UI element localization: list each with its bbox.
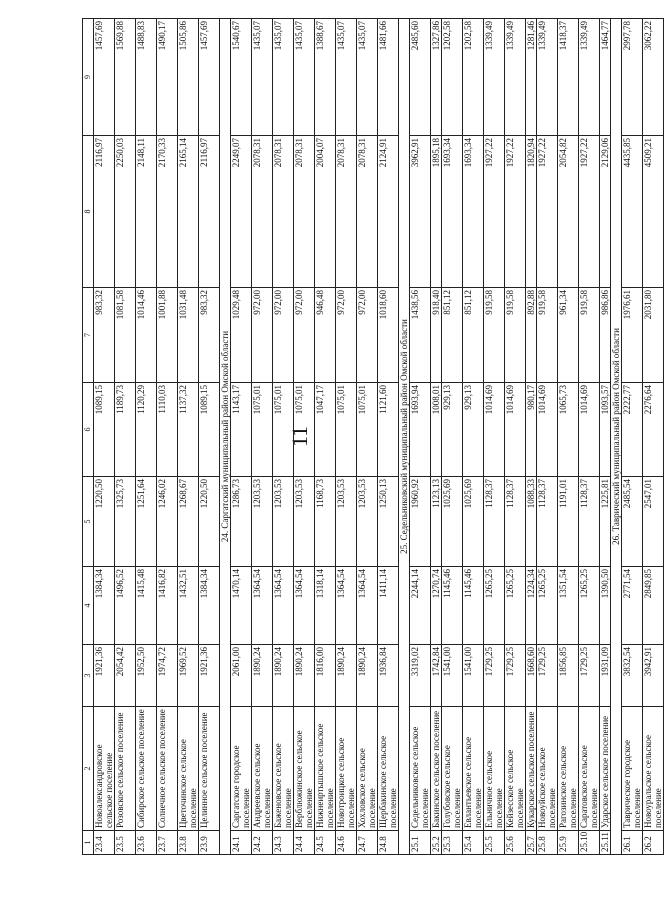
- row-number: 25.10: [579, 831, 600, 855]
- settlement-name: Хохловское сельское поселение: [357, 707, 378, 831]
- row-number: 25.7: [526, 831, 537, 855]
- value-cell: 918,40: [431, 288, 442, 383]
- value-cell: 1225,81: [600, 477, 611, 567]
- value-cell: 1191,01: [558, 477, 579, 567]
- table-row: [622, 19, 643, 855]
- row-number: 24.7: [357, 831, 378, 855]
- table-row: [526, 19, 537, 855]
- value-cell: 1089,15: [94, 383, 115, 477]
- value-cell: 1921,36: [199, 645, 220, 707]
- settlement-name: Кукарское сельское поселение: [526, 707, 537, 831]
- value-cell: 1435,07: [294, 19, 315, 136]
- value-cell: 1364,54: [252, 567, 273, 645]
- settlement-name: Сибирское сельское поселение: [136, 707, 157, 831]
- row-number: 24.1: [231, 831, 252, 855]
- value-cell: 1384,34: [199, 567, 220, 645]
- table-row: [410, 19, 431, 855]
- settlement-name: Нижнеиртышское сельское поселение: [315, 707, 336, 831]
- value-cell: 1432,51: [178, 567, 199, 645]
- settlement-name: Солнечное сельское поселение: [157, 707, 178, 831]
- value-cell: 1505,86: [178, 19, 199, 136]
- value-cell: 2244,14: [410, 567, 431, 645]
- value-cell: 2170,33: [157, 136, 178, 288]
- value-cell: 2165,14: [178, 136, 199, 288]
- value-cell: 1339,49: [579, 19, 600, 136]
- value-cell: 1203,53: [252, 477, 273, 567]
- value-cell: 2485,60: [410, 19, 431, 136]
- value-cell: 1457,69: [94, 19, 115, 136]
- settlement-name: Ударское сельское поселение: [600, 707, 611, 831]
- value-cell: 1246,02: [157, 477, 178, 567]
- value-cell: 1224,34: [526, 567, 537, 645]
- value-cell: 1075,01: [252, 383, 273, 477]
- row-number: 24.4: [294, 831, 315, 855]
- value-cell: 1742,84: [431, 645, 442, 707]
- value-cell: 1014,46: [136, 288, 157, 383]
- value-cell: 1014,69: [484, 383, 505, 477]
- value-cell: 1364,54: [273, 567, 294, 645]
- value-cell: 1496,52: [115, 567, 136, 645]
- value-cell: 1820,94: [526, 136, 537, 288]
- settlement-name: Кейзесское сельское поселение: [505, 707, 526, 831]
- value-cell: 1265,25: [484, 567, 505, 645]
- section-title: 24. Саргатский муниципальный район Омской области: [220, 19, 231, 855]
- value-cell: 1202,58: [442, 19, 463, 136]
- table-row: [178, 19, 199, 855]
- value-cell: 983,32: [199, 288, 220, 383]
- value-cell: 1351,54: [558, 567, 579, 645]
- value-cell: 1390,50: [600, 567, 611, 645]
- value-cell: 1251,64: [136, 477, 157, 567]
- value-cell: 1075,01: [336, 383, 357, 477]
- value-cell: 2078,31: [357, 136, 378, 288]
- settlement-name: Верблюжинское сельское поселение: [294, 707, 315, 831]
- value-cell: 1936,84: [378, 645, 399, 707]
- value-cell: 3962,91: [410, 136, 431, 288]
- value-cell: 1890,24: [273, 645, 294, 707]
- tariff-table: [82, 18, 664, 855]
- table-row: [643, 19, 664, 855]
- value-cell: 972,00: [336, 288, 357, 383]
- value-cell: 1025,69: [442, 477, 463, 567]
- value-cell: 1416,82: [157, 567, 178, 645]
- value-cell: 1927,22: [505, 136, 526, 288]
- value-cell: 4509,21: [643, 136, 664, 288]
- value-cell: 1481,66: [378, 19, 399, 136]
- value-cell: 1008,01: [431, 383, 442, 477]
- column-number: 4: [83, 567, 94, 645]
- value-cell: 1075,01: [357, 383, 378, 477]
- value-cell: 1327,86: [431, 19, 442, 136]
- table-row: [294, 19, 315, 855]
- row-number: 25.8: [537, 831, 558, 855]
- value-cell: 2031,80: [643, 288, 664, 383]
- value-cell: 972,00: [357, 288, 378, 383]
- settlement-name: Саратовское сельское поселение: [579, 707, 600, 831]
- value-cell: 2771,54: [622, 567, 643, 645]
- value-cell: 2222,77: [622, 383, 643, 477]
- settlement-name: Новоуйское сельское поселение: [537, 707, 558, 831]
- table-row: [505, 19, 526, 855]
- value-cell: 1128,37: [505, 477, 526, 567]
- value-cell: 851,12: [463, 288, 484, 383]
- value-cell: 2078,31: [252, 136, 273, 288]
- value-cell: 1143,17: [231, 383, 252, 477]
- value-cell: 2997,78: [622, 19, 643, 136]
- value-cell: 3319,02: [410, 645, 431, 707]
- value-cell: 983,32: [94, 288, 115, 383]
- value-cell: 1286,73: [231, 477, 252, 567]
- column-number: 2: [83, 707, 94, 831]
- value-cell: 1895,18: [431, 136, 442, 288]
- value-cell: 2078,31: [294, 136, 315, 288]
- value-cell: 1081,58: [115, 288, 136, 383]
- value-cell: 1921,36: [94, 645, 115, 707]
- settlement-name: Розовское сельское поселение: [115, 707, 136, 831]
- row-number: 23.8: [178, 831, 199, 855]
- table-row: [136, 19, 157, 855]
- value-cell: 919,58: [579, 288, 600, 383]
- value-cell: 919,58: [537, 288, 558, 383]
- value-cell: 1110,03: [157, 383, 178, 477]
- table-row: [463, 19, 484, 855]
- row-number: 26.2: [643, 831, 664, 855]
- row-number: 26.1: [622, 831, 643, 855]
- value-cell: 1031,48: [178, 288, 199, 383]
- rotated-table-sheet: [82, 19, 663, 855]
- value-cell: 1047,17: [315, 383, 336, 477]
- settlement-name: Бакинское сельское поселение: [431, 707, 442, 831]
- column-number: 1: [83, 831, 94, 855]
- value-cell: 1137,32: [178, 383, 199, 477]
- value-cell: 1927,22: [537, 136, 558, 288]
- table-row: [315, 19, 336, 855]
- column-number: 8: [83, 136, 94, 288]
- row-number: 25.5: [484, 831, 505, 855]
- value-cell: 1339,49: [505, 19, 526, 136]
- table-row: [378, 19, 399, 855]
- value-cell: 2078,31: [273, 136, 294, 288]
- value-cell: 1220,50: [94, 477, 115, 567]
- table-row: [484, 19, 505, 855]
- value-cell: 1265,25: [505, 567, 526, 645]
- value-cell: 1364,54: [336, 567, 357, 645]
- value-cell: 1121,60: [378, 383, 399, 477]
- value-cell: 1890,24: [336, 645, 357, 707]
- value-cell: 1435,07: [357, 19, 378, 136]
- value-cell: 1457,69: [199, 19, 220, 136]
- value-cell: 1816,00: [315, 645, 336, 707]
- value-cell: 1438,56: [410, 288, 431, 383]
- value-cell: 1931,09: [600, 645, 611, 707]
- value-cell: 2004,07: [315, 136, 336, 288]
- value-cell: 919,58: [505, 288, 526, 383]
- value-cell: 2276,64: [643, 383, 664, 477]
- settlement-name: Новотроицкое сельское поселение: [336, 707, 357, 831]
- value-cell: 1339,49: [484, 19, 505, 136]
- value-cell: 972,00: [294, 288, 315, 383]
- value-cell: 1250,13: [378, 477, 399, 567]
- value-cell: 1388,67: [315, 19, 336, 136]
- settlement-name: Андреевское сельское поселение: [252, 707, 273, 831]
- table-rotator: [82, 19, 663, 855]
- row-number: 23.5: [115, 831, 136, 855]
- section-header-row: [220, 19, 231, 855]
- value-cell: 1411,14: [378, 567, 399, 645]
- value-cell: 929,13: [463, 383, 484, 477]
- settlement-name: Седельниковское сельское поселение: [410, 707, 431, 831]
- value-cell: 1435,07: [273, 19, 294, 136]
- value-cell: 1014,69: [579, 383, 600, 477]
- value-cell: 2054,42: [115, 645, 136, 707]
- row-number: 25.2: [431, 831, 442, 855]
- value-cell: 1325,73: [115, 477, 136, 567]
- value-cell: 1668,60: [526, 645, 537, 707]
- column-number: 3: [83, 645, 94, 707]
- page-number: 11: [287, 425, 312, 447]
- value-cell: 4435,85: [622, 136, 643, 288]
- value-cell: 1088,33: [526, 477, 537, 567]
- value-cell: 929,13: [442, 383, 463, 477]
- value-cell: 1488,83: [136, 19, 157, 136]
- value-cell: 1364,54: [357, 567, 378, 645]
- table-body: [83, 19, 664, 855]
- value-cell: 1120,29: [136, 383, 157, 477]
- value-cell: 1220,50: [199, 477, 220, 567]
- settlement-name: Ельничное сельское поселение: [484, 707, 505, 831]
- value-cell: 1435,07: [336, 19, 357, 136]
- value-cell: 2116,97: [199, 136, 220, 288]
- column-number: 9: [83, 19, 94, 136]
- value-cell: 972,00: [273, 288, 294, 383]
- value-cell: 2078,31: [336, 136, 357, 288]
- value-cell: 1025,69: [463, 477, 484, 567]
- value-cell: 1364,54: [294, 567, 315, 645]
- value-cell: 3832,54: [622, 645, 643, 707]
- table-row: [442, 19, 463, 855]
- row-number: 23.6: [136, 831, 157, 855]
- value-cell: 1470,14: [231, 567, 252, 645]
- row-number: 23.9: [199, 831, 220, 855]
- value-cell: 1029,48: [231, 288, 252, 383]
- row-number: 25.4: [463, 831, 484, 855]
- row-number: 25.3: [442, 831, 463, 855]
- row-number: 25.9: [558, 831, 579, 855]
- value-cell: 1203,53: [336, 477, 357, 567]
- value-cell: 2061,00: [231, 645, 252, 707]
- value-cell: 1541,00: [463, 645, 484, 707]
- value-cell: 1014,69: [537, 383, 558, 477]
- settlement-name: Щербакинское сельское поселение: [378, 707, 399, 831]
- value-cell: 1203,53: [273, 477, 294, 567]
- value-cell: 2849,85: [643, 567, 664, 645]
- row-number: 24.8: [378, 831, 399, 855]
- value-cell: 919,58: [484, 288, 505, 383]
- value-cell: 986,86: [600, 288, 611, 383]
- value-cell: 2547,01: [643, 477, 664, 567]
- value-cell: 1693,94: [410, 383, 431, 477]
- value-cell: 2054,82: [558, 136, 579, 288]
- settlement-name: Саргатское городское поселение: [231, 707, 252, 831]
- header-row: [83, 19, 94, 855]
- section-title: 26. Таврический муниципальный район Омской области: [611, 19, 622, 855]
- settlement-name: Голубовское сельское поселение: [442, 707, 463, 831]
- table-row: [558, 19, 579, 855]
- table-row: [231, 19, 252, 855]
- settlement-name: Евлантьевское сельское поселение: [463, 707, 484, 831]
- row-number: 25.6: [505, 831, 526, 855]
- value-cell: 1075,01: [294, 383, 315, 477]
- value-cell: 1318,14: [315, 567, 336, 645]
- value-cell: 3942,91: [643, 645, 664, 707]
- value-cell: 1969,52: [178, 645, 199, 707]
- value-cell: 1281,46: [526, 19, 537, 136]
- table-row: [537, 19, 558, 855]
- value-cell: 961,34: [558, 288, 579, 383]
- value-cell: 1952,50: [136, 645, 157, 707]
- value-cell: 1189,73: [115, 383, 136, 477]
- column-number: 5: [83, 477, 94, 567]
- table-row: [94, 19, 115, 855]
- row-number: 24.5: [315, 831, 336, 855]
- value-cell: 1693,34: [442, 136, 463, 288]
- value-cell: 1890,24: [252, 645, 273, 707]
- row-number: 25.1: [410, 831, 431, 855]
- value-cell: 1001,88: [157, 288, 178, 383]
- row-number: 24.6: [336, 831, 357, 855]
- value-cell: 1384,34: [94, 567, 115, 645]
- value-cell: 1569,88: [115, 19, 136, 136]
- column-number: 6: [83, 383, 94, 477]
- value-cell: 1541,00: [442, 645, 463, 707]
- table-row: [115, 19, 136, 855]
- value-cell: 1168,73: [315, 477, 336, 567]
- value-cell: 972,00: [252, 288, 273, 383]
- row-number: 24.2: [252, 831, 273, 855]
- value-cell: 1856,85: [558, 645, 579, 707]
- value-cell: 1089,15: [199, 383, 220, 477]
- settlement-name: Новоалександровское сельское поселение: [94, 707, 115, 831]
- value-cell: 946,48: [315, 288, 336, 383]
- value-cell: 2250,03: [115, 136, 136, 288]
- value-cell: 2148,11: [136, 136, 157, 288]
- value-cell: 851,12: [442, 288, 463, 383]
- value-cell: 1927,22: [484, 136, 505, 288]
- value-cell: 2116,97: [94, 136, 115, 288]
- value-cell: 2249,07: [231, 136, 252, 288]
- value-cell: 1203,53: [357, 477, 378, 567]
- value-cell: 1128,37: [484, 477, 505, 567]
- value-cell: 1890,24: [294, 645, 315, 707]
- table-row: [157, 19, 178, 855]
- value-cell: 1339,49: [537, 19, 558, 136]
- value-cell: 1418,37: [558, 19, 579, 136]
- table-row: [357, 19, 378, 855]
- value-cell: 1075,01: [273, 383, 294, 477]
- value-cell: 1123,13: [431, 477, 442, 567]
- value-cell: 1270,74: [431, 567, 442, 645]
- table-row: [600, 19, 611, 855]
- table-row: [431, 19, 442, 855]
- value-cell: 1960,92: [410, 477, 431, 567]
- value-cell: 2129,06: [600, 136, 611, 288]
- table-row: [579, 19, 600, 855]
- value-cell: 1490,17: [157, 19, 178, 136]
- value-cell: 1014,69: [505, 383, 526, 477]
- value-cell: 1145,46: [442, 567, 463, 645]
- table-row: [273, 19, 294, 855]
- row-number: 23.4: [94, 831, 115, 855]
- value-cell: 1974,72: [157, 645, 178, 707]
- row-number: 25.11: [600, 831, 611, 855]
- row-number: 24.3: [273, 831, 294, 855]
- settlement-name: Целинное сельское поселение: [199, 707, 220, 831]
- section-header-row: [611, 19, 622, 855]
- table-row: [336, 19, 357, 855]
- value-cell: 1202,58: [463, 19, 484, 136]
- section-header-row: [399, 19, 410, 855]
- value-cell: 1540,67: [231, 19, 252, 136]
- row-number: 23.7: [157, 831, 178, 855]
- value-cell: 1927,22: [579, 136, 600, 288]
- value-cell: 3062,22: [643, 19, 664, 136]
- value-cell: 1093,57: [600, 383, 611, 477]
- value-cell: 1464,77: [600, 19, 611, 136]
- value-cell: 980,17: [526, 383, 537, 477]
- value-cell: 1729,25: [537, 645, 558, 707]
- value-cell: 1415,48: [136, 567, 157, 645]
- settlement-name: Рагозинское сельское поселение: [558, 707, 579, 831]
- settlement-name: Баженовское сельское поселение: [273, 707, 294, 831]
- value-cell: 1976,61: [622, 288, 643, 383]
- value-cell: 1729,25: [579, 645, 600, 707]
- section-title: 25. Седельниковский муниципальный район Омской области: [399, 19, 410, 855]
- value-cell: 1729,25: [484, 645, 505, 707]
- settlement-name: Новоуральское сельское поселение: [643, 707, 664, 831]
- table-row: [199, 19, 220, 855]
- value-cell: 892,88: [526, 288, 537, 383]
- value-cell: 1203,53: [294, 477, 315, 567]
- value-cell: 1693,34: [463, 136, 484, 288]
- column-number: 7: [83, 288, 94, 383]
- value-cell: 1065,73: [558, 383, 579, 477]
- value-cell: 1890,24: [357, 645, 378, 707]
- value-cell: 1128,37: [537, 477, 558, 567]
- value-cell: 2485,54: [622, 477, 643, 567]
- value-cell: 1018,60: [378, 288, 399, 383]
- settlement-name: Таврическое городское поселение: [622, 707, 643, 831]
- value-cell: 1265,25: [537, 567, 558, 645]
- value-cell: 2124,91: [378, 136, 399, 288]
- value-cell: 1268,67: [178, 477, 199, 567]
- value-cell: 1145,46: [463, 567, 484, 645]
- settlement-name: Цветочинское сельское поселение: [178, 707, 199, 831]
- value-cell: 1128,37: [579, 477, 600, 567]
- value-cell: 1265,25: [579, 567, 600, 645]
- value-cell: 1435,07: [252, 19, 273, 136]
- value-cell: 1729,25: [505, 645, 526, 707]
- table-row: [252, 19, 273, 855]
